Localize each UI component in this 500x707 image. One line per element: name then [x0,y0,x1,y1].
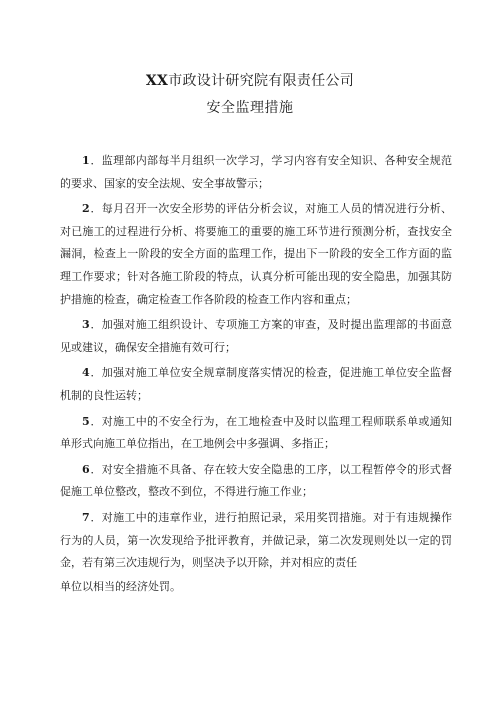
paragraph-5 [60,411,452,456]
paragraph-text: ．加强对施工组织设计、专项施工方案的审查，及时提出监理部的书面意见或建议，确保安全措施有效可行； [60,318,452,354]
paragraph-number: 3 [82,318,91,332]
paragraph-4 [60,362,452,407]
paragraph-text: ．监理部内部每半月组织一次学习，学习内容有安全知识、各种安全规范的要求、国家的安全法规、安全事故警示； [60,154,452,190]
paragraph-3 [60,314,452,359]
paragraph-number: 4 [82,366,91,380]
document-body [60,150,452,601]
paragraph-text: ．对施工中的不安全行为，在工地检查中及时以监理工程师联系单或通知单形式向施工单位指出，在工地例会中多强调、多指正； [60,414,452,451]
paragraph-6 [60,459,452,504]
paragraph-text: ．对施工中的违章作业，进行拍照记录，采用奖罚措施。对于有违规操作行为的人员，第一次发现给予批评教育，并做记录，第二次发现则处以一定的罚金，若有第三次违规行为，则坚决予以开除，并对相应的责任 [60,510,452,570]
organization-name: 市政设计研究院有限责任公司 [168,73,355,89]
paragraph-number: 5 [82,414,91,428]
paragraph-number: 1 [82,154,91,167]
paragraph-1 [60,150,452,195]
paragraph-text: ．每月召开一次安全形势的评估分析会议，对施工人员的情况进行分析、对已施工的过程进行分析、将要施工的重要的施工环节进行预测分析，查找安全漏洞，检查上一阶段的安全方面的监理工作，提出下一阶段的安全工作方面的监理工作要求；针对各施工阶段的特点，认真分析可能出现的安全隐患，加强其防护措施的检查，确定检查工作各阶段的检查工作内容和重点； [60,202,452,306]
paragraph-number: 7 [82,510,91,524]
paragraph-number: 6 [82,462,91,476]
paragraph-2 [60,198,452,311]
document-title: 安全监理措施 [206,100,294,116]
paragraph-7-tail: 单位以相当的经济处罚。 [60,579,181,593]
organization-prefix: XX [145,73,169,89]
paragraph-number: 2 [82,202,91,216]
paragraph-text: ．加强对施工单位安全规章制度落实情况的检查，促进施工单位安全监督机制的良性运转； [60,366,452,402]
paragraph-7 [60,507,452,575]
paragraph-text: ．对安全措施不具备、存在较大安全隐患的工序，以工程暂停令的形式督促施工单位整改，整改不到位，不得进行施工作业； [60,462,452,499]
organization-title [0,70,500,90]
